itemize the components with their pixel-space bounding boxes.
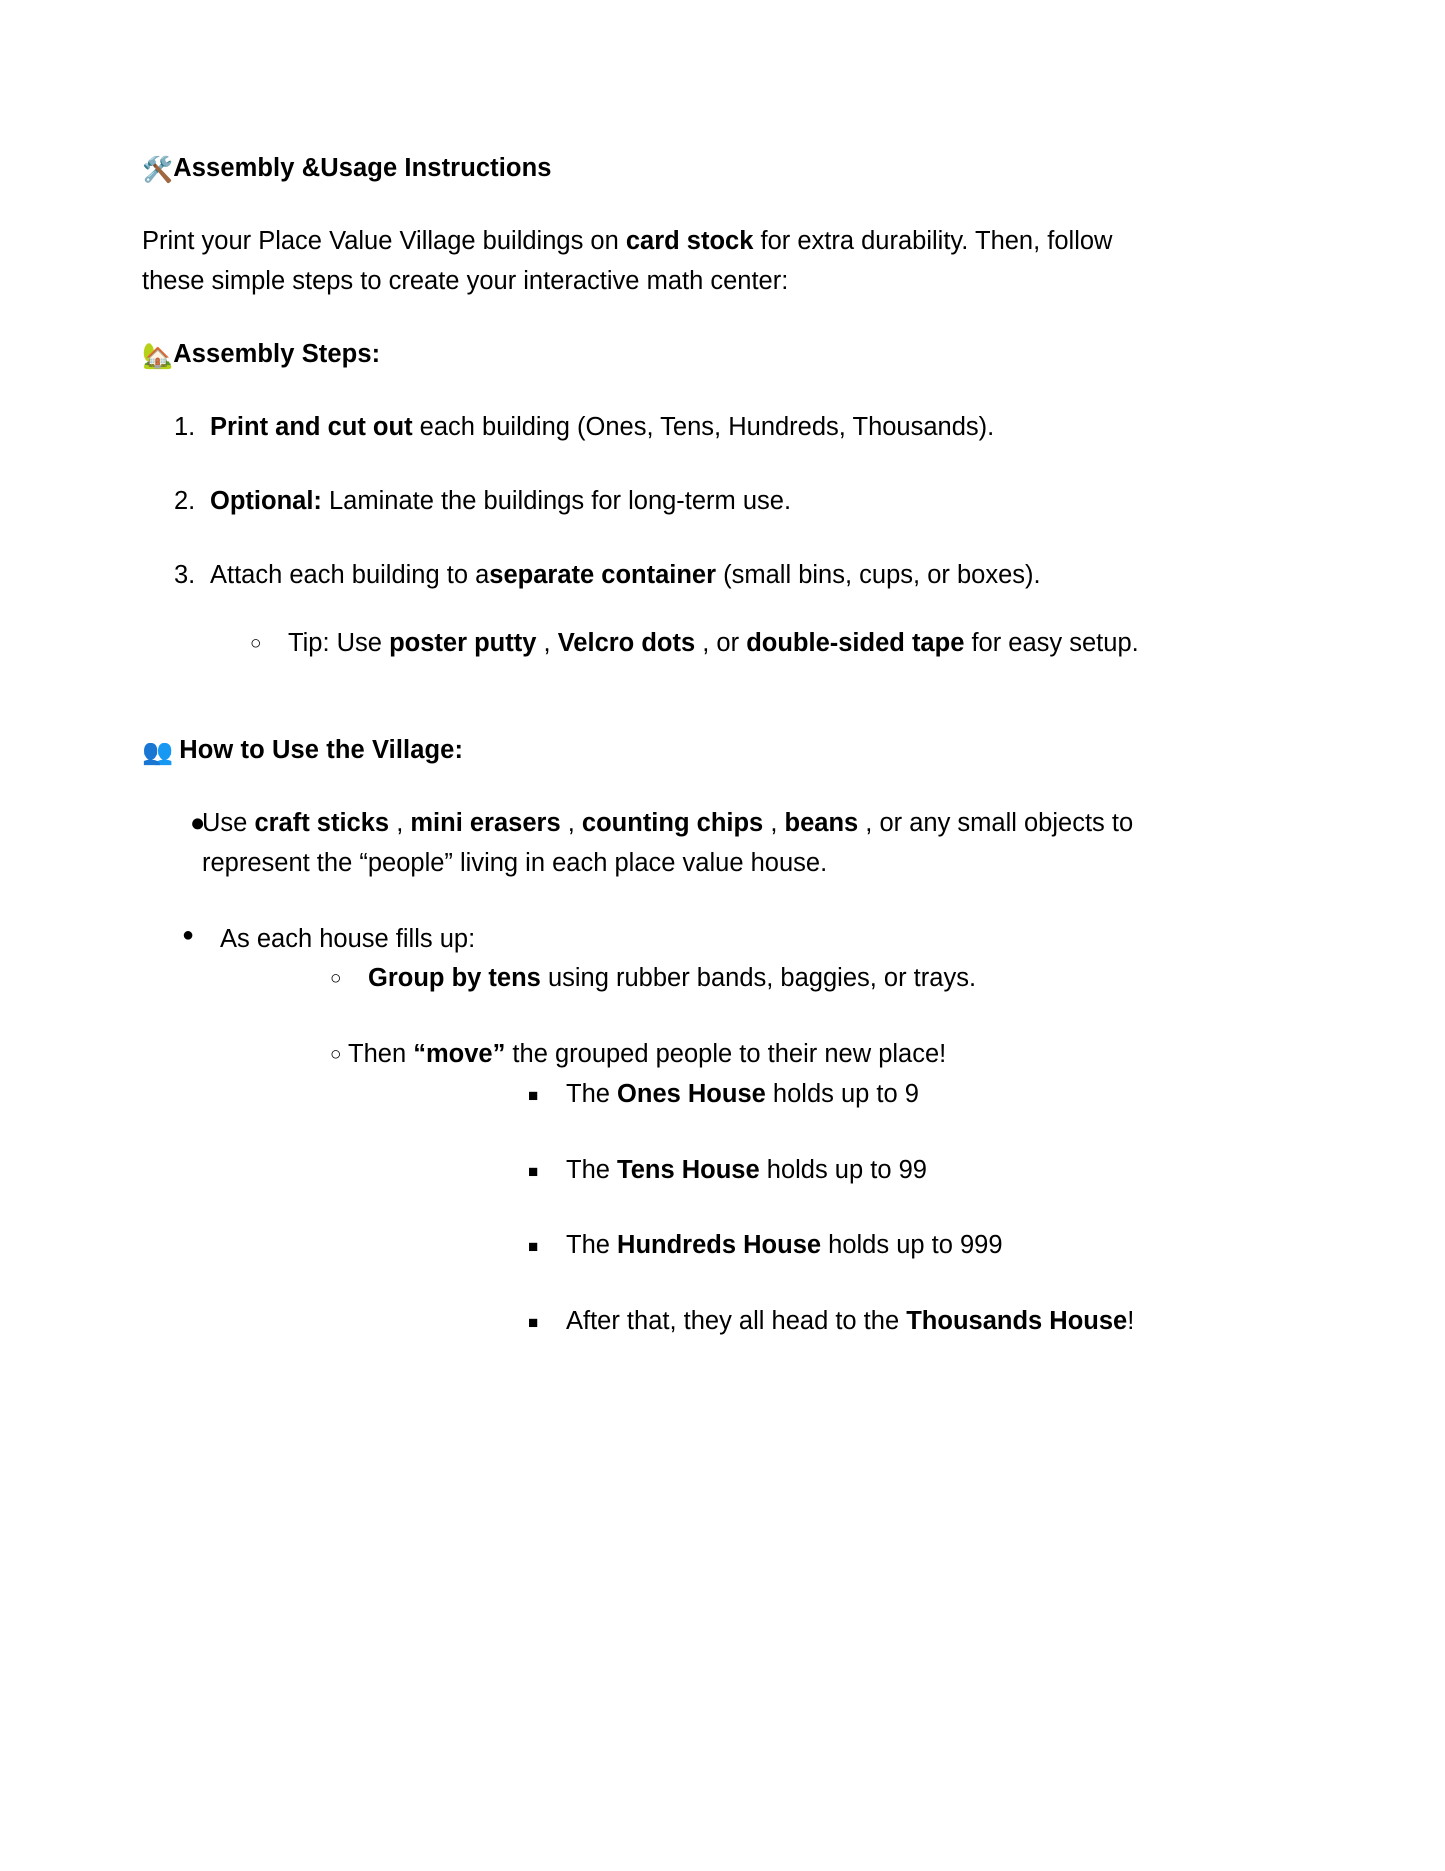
intro-paragraph — [142, 222, 1157, 302]
materials-rest: , or any small objects to represent the “people” living in each place value house. — [202, 809, 1134, 877]
square-bullet-icon: ■ — [528, 1161, 539, 1181]
circle-bullet-icon: ○ — [330, 1044, 342, 1066]
usage-materials-item — [142, 804, 1157, 884]
usage-bullet-list — [142, 804, 1157, 1342]
assembly-steps-heading-text: Assembly Steps: — [173, 339, 381, 368]
then-move-pre: Then — [348, 1040, 414, 1069]
then-move-item — [220, 1035, 1157, 1342]
dot-bullet-icon: ● — [190, 809, 206, 838]
document-content — [142, 152, 1157, 1378]
busts-in-silhouette-icon: 👥 — [142, 738, 174, 767]
hundreds-pre: The — [566, 1231, 618, 1260]
tens-house-bold: Tens House — [617, 1155, 760, 1184]
tip-pre: Tip: Use — [288, 629, 390, 658]
hundreds-house-bold: Hundreds House — [617, 1231, 822, 1260]
house-item-thousands — [348, 1302, 1157, 1342]
fills-up-sublist — [220, 959, 1157, 1342]
tip-bold-velcro-dots: Velcro dots — [557, 629, 696, 658]
tens-rest: holds up to 99 — [759, 1155, 927, 1184]
square-bullet-icon: ■ — [528, 1085, 539, 1105]
materials-bold-mini-erasers: mini erasers — [410, 809, 561, 838]
tip-sep2: , or — [695, 629, 747, 658]
assembly-tip-item — [210, 624, 1157, 664]
page-title-text: Assembly &Usage Instructions — [173, 154, 552, 182]
group-by-tens-text: using rubber bands, baggies, or trays. — [540, 964, 977, 993]
tip-bold-poster-putty: poster putty — [389, 629, 537, 658]
materials-bold-craft-sticks: craft sticks — [254, 809, 390, 838]
thousands-rest: ! — [1127, 1307, 1135, 1336]
step-2-bold: Optional: — [210, 486, 322, 515]
tip-rest: for easy setup. — [964, 629, 1139, 658]
section-spacer — [142, 700, 1157, 734]
assembly-steps-list — [142, 408, 1157, 665]
step-3-text: (small bins, cups, or boxes). — [716, 561, 1041, 590]
usage-fills-up-item — [142, 920, 1157, 1342]
intro-part2: for extra durability. Then, follow these simple steps to create your interactive math center: — [142, 227, 1113, 295]
page-title — [142, 152, 1157, 187]
thousands-house-bold: Thousands House — [906, 1307, 1128, 1336]
house-item-tens — [348, 1151, 1157, 1191]
usage-heading-text: How to Use the Village: — [179, 736, 464, 765]
step-1-bold: Print and cut out — [210, 412, 413, 441]
circle-bullet-icon: ○ — [250, 633, 262, 655]
house-with-garden-icon: 🏡 — [142, 341, 174, 370]
list-marker: 3. — [174, 561, 196, 590]
materials-bold-beans: beans — [784, 809, 859, 838]
intro-part1: Print your Place Value Village buildings on — [142, 227, 626, 255]
assembly-step-2 — [142, 482, 1157, 520]
house-item-ones — [348, 1075, 1157, 1115]
then-move-bold: “move” — [413, 1040, 506, 1069]
hundreds-rest: holds up to 999 — [821, 1231, 1003, 1260]
ones-rest: holds up to 9 — [765, 1079, 919, 1108]
materials-bold-counting-chips: counting chips — [581, 809, 764, 838]
assembly-step-3 — [142, 556, 1157, 664]
then-move-rest: the grouped people to their new place! — [505, 1040, 947, 1069]
thousands-pre: After that, they all head to the — [566, 1307, 907, 1336]
assembly-steps-heading — [142, 338, 1157, 373]
house-item-hundreds — [348, 1226, 1157, 1266]
tip-sep1: , — [536, 629, 558, 658]
materials-sep1: , — [389, 809, 411, 838]
materials-sep2: , — [560, 809, 582, 838]
square-bullet-icon: ■ — [528, 1313, 539, 1333]
fills-up-text: As each house fills up: — [220, 924, 476, 953]
step-1-text: each building (Ones, Tens, Hundreds, Thousands). — [412, 412, 995, 441]
assembly-tip-list — [210, 624, 1157, 664]
materials-sep3: , — [763, 809, 785, 838]
step-2-text: Laminate the buildings for long-term use. — [321, 486, 792, 515]
group-by-tens-item — [220, 959, 1157, 999]
usage-heading — [142, 734, 1157, 769]
ones-pre: The — [566, 1079, 618, 1108]
square-bullet-icon: ■ — [528, 1237, 539, 1257]
group-by-tens-bold: Group by tens — [368, 964, 541, 993]
tip-bold-double-sided-tape: double-sided tape — [746, 629, 965, 658]
list-marker: 2. — [174, 486, 196, 515]
tens-pre: The — [566, 1155, 618, 1184]
hammer-and-wrench-icon: 🛠️ — [142, 156, 174, 184]
materials-pre: Use — [202, 809, 255, 838]
assembly-step-1 — [142, 408, 1157, 446]
circle-bullet-icon: ○ — [330, 968, 342, 990]
step-3-bold: separate container — [489, 561, 717, 590]
list-marker: 1. — [174, 412, 196, 441]
step-3-pre: Attach each building to a — [210, 561, 490, 590]
dot-bullet-icon: ● — [182, 923, 195, 946]
ones-house-bold: Ones House — [617, 1079, 766, 1108]
house-capacity-list — [348, 1075, 1157, 1342]
intro-bold-card-stock: card stock — [625, 227, 754, 255]
